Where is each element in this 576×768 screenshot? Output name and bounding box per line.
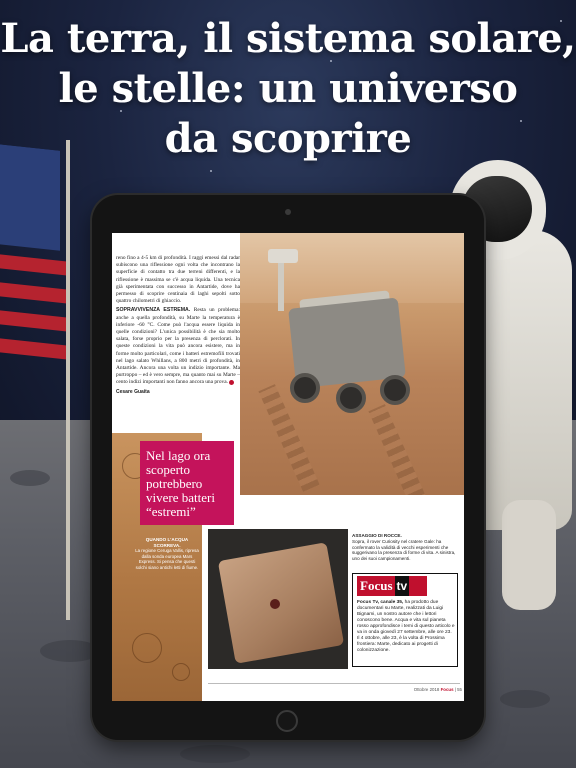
map-caption-title: QUANDO L'ACQUA SCORREVA.: [145, 537, 189, 548]
moon-rock: [180, 745, 250, 763]
article-column: [116, 255, 240, 455]
focus-tv-text: [357, 600, 455, 654]
logo-focus: Focus: [360, 578, 393, 593]
section-lead: SOPRAVVIVENZA ESTREMA.: [116, 307, 191, 314]
focus-tv-body: ha prodotto due documentari su Marte, realizzati da Luigi Bignami, un nostro autore che i lettori conoscono bene. Acqua e vita sul pianeta rosso approfondisce i temi di questo articolo e va in onda giovedì 27 settembre, alle ore 23. Il 4 ottobre, alle 23, è la volta di Prossima frontiera: Marte, dedicato ai progetti di colonizzazione.: [357, 600, 455, 653]
article-text: Resta un problema: anche a quella profondità, su Marte la temperatura è inferiore -60 °C. Come può l'acqua essere liquida in quelle condizioni? L'unica possibilità è che sia molto salata, forse proprio per la presenza di perclorati. In queste condizioni la vita può ancora esistere, ma in forme molto particolari, come i batteri estremofili trovati nel lago salato Whillans, a 800 metri di profondità, in Antartide. Ancora una volta un indizio importante. Ma purtroppo – ed è vero sempre, ma quanto mai su Marte – cento indizi importanti non fanno ancora una prova.: [116, 307, 240, 386]
article-author: Cesare Guaita: [116, 388, 150, 395]
page-footer: [262, 687, 462, 692]
footer-brand: Focus: [440, 687, 454, 692]
footer-date: Ottobre 2018: [413, 687, 440, 692]
flag-pole: [66, 140, 70, 620]
article-paragraph: [116, 307, 240, 386]
article-paragraph: reno fino a 4-5 km di profondità. I raggi emessi dal radar subiscono una riflessione ogni volta che incontrano la superficie di contatto tra due terreni differenti, e la riflessione è massima se c'è acqua liquida. Una tecnica già sperimentata con successo in Antartide, dove ha permesso di scoprire centinaia di laghi sepolti sotto quattro chilometri di ghiaccio.: [116, 255, 240, 305]
footer-page: | 55: [454, 687, 462, 692]
footer-divider: [208, 683, 460, 684]
front-camera: [285, 209, 291, 215]
curiosity-rover-photo: [240, 233, 464, 495]
logo-tv: tv: [395, 576, 410, 596]
rock-caption-title: ASSAGGIO DI ROCCE.: [352, 533, 402, 538]
map-caption-text: La regione Ceruga Vallis, ripresa dalla sonda europea Mars Express. Si pensa che questi solchi siano antichi letti di fiume.: [135, 548, 199, 570]
promo-headline: [0, 14, 576, 164]
focus-tv-logo: [357, 576, 427, 596]
map-caption: [134, 537, 200, 571]
magazine-page[interactable]: [112, 233, 464, 701]
moon-rock: [40, 640, 100, 662]
headline-line-3: da scoprire: [164, 115, 412, 162]
headline-line-2: le stelle: un universo: [58, 65, 518, 112]
moon-rock: [500, 690, 550, 708]
end-of-article-icon: [229, 380, 234, 385]
focus-tv-lead: Focus Tv, canale 35,: [357, 600, 404, 605]
pullquote-box: Nel lago ora scoperto potrebbero vivere batteri “estremi”: [140, 441, 234, 525]
rock-sample-photo: [208, 529, 348, 669]
headline-line-1: La terra, il sistema solare,: [0, 15, 576, 62]
home-button[interactable]: [276, 710, 298, 732]
moon-rock: [10, 470, 50, 486]
focus-tv-box: [352, 573, 458, 667]
rock-caption: [352, 533, 460, 562]
us-flag: [0, 144, 68, 361]
ipad-device: [92, 195, 484, 740]
star: [210, 170, 212, 172]
rock-caption-text: Sopra, il rover Curiosity nel cratere Gale: ha confermato la validità di vecchi esperimenti che suggerivano la presenza di forme di vita. A sinistra, uno dei suoi campionamenti.: [352, 538, 456, 562]
